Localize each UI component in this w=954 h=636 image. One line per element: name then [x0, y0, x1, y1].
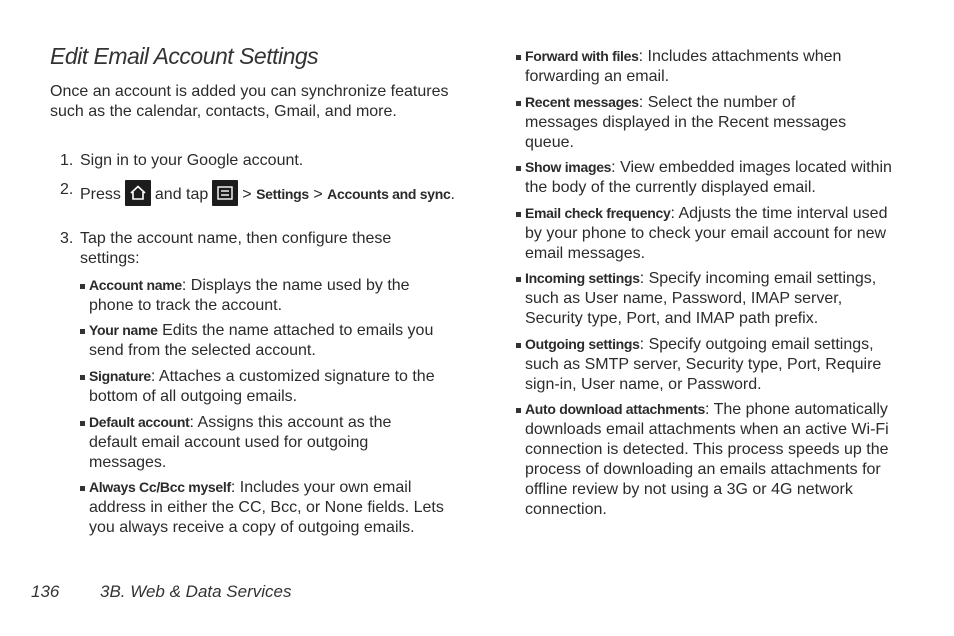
settings-menu-label: Settings	[256, 186, 309, 202]
bullet-term: Signature	[89, 368, 151, 384]
bullet-desc: Assigns this account as the default email account used for outgoing messages.	[89, 414, 392, 471]
menu-icon	[212, 180, 238, 206]
bullet-term: Recent messages	[525, 94, 639, 110]
bullet-marker	[80, 375, 85, 380]
step-text	[80, 180, 460, 206]
bullet-sep: :	[611, 159, 621, 176]
bullet-term: Account name	[89, 277, 182, 293]
bullet-term: Auto download attachments	[525, 401, 705, 417]
bullet-marker	[516, 277, 521, 282]
bullet-sep: :	[181, 277, 191, 294]
bullet-sep: :	[639, 336, 649, 353]
press-label: Press	[80, 186, 121, 203]
bullet-desc: Attaches a customized signature to the bottom of all outgoing emails.	[89, 368, 435, 405]
bullet-sep: :	[670, 205, 679, 222]
home-icon	[125, 180, 151, 206]
bullet-marker	[80, 421, 85, 426]
period: .	[450, 186, 455, 203]
bullet-term: Show images	[525, 159, 612, 175]
bullet-desc: Select the number of messages displayed in the Recent messages queue.	[525, 94, 847, 151]
bullet-desc: Adjusts the time interval used by your phone to check your email account for new email messages.	[525, 205, 888, 262]
bullet-sep: :	[150, 368, 159, 385]
bullet-term: Your name	[89, 322, 158, 338]
bullet-marker	[516, 166, 521, 171]
chevron-right-icon: >	[242, 186, 252, 203]
bullet-marker	[516, 212, 521, 217]
bullet-marker	[516, 343, 521, 348]
bullet-marker	[80, 486, 85, 491]
bullet-sep: :	[639, 270, 649, 287]
bullet-sep: :	[189, 414, 198, 431]
bullet-term: Outgoing settings	[525, 336, 640, 352]
bullet-sep: :	[638, 94, 648, 111]
chevron-right-icon: >	[313, 186, 323, 203]
accounts-menu-label: Accounts and sync	[327, 186, 451, 202]
bullet-marker	[80, 329, 85, 334]
bullet-desc: View embedded images located within the body of the currently displayed email.	[525, 159, 892, 196]
step-text: Sign in to your Google account.	[80, 152, 304, 169]
bullet-desc: Edits the name attached to emails you send from the selected account.	[89, 322, 434, 359]
bullet-marker	[80, 284, 85, 289]
bullet-marker	[516, 55, 521, 60]
bullet-term: Email check frequency	[525, 205, 671, 221]
section-title: 3B. Web & Data Services	[100, 582, 292, 601]
bullet-desc: Specify incoming email settings, such as User name, Password, IMAP server, Security type, Port, and IMAP path prefix.	[525, 270, 877, 327]
bullet-term: Default account	[89, 414, 190, 430]
page-title: Edit Email Account Settings	[50, 43, 319, 69]
bullet-sep: :	[704, 401, 714, 418]
step-number: 3.	[60, 230, 74, 247]
bullet-marker	[516, 408, 521, 413]
step-number: 1.	[60, 152, 74, 169]
bullet-marker	[516, 101, 521, 106]
bullet-term: Always Cc/Bcc myself	[89, 479, 231, 495]
bullet-term: Forward with files	[525, 48, 639, 64]
intro-paragraph: Once an account is added you can synchronize features such as the calendar, contacts, Gmail, and more.	[50, 83, 449, 120]
step-number: 2.	[60, 181, 74, 198]
bullet-desc: Specify outgoing email settings, such as SMTP server, Security type, Port, Require sign-in, User name, or Password.	[525, 336, 882, 393]
bullet-desc: Includes attachments when forwarding an email.	[525, 48, 842, 85]
bullet-term: Incoming settings	[525, 270, 640, 286]
bullet-desc: Displays the name used by the phone to track the account.	[89, 277, 410, 314]
and-tap-label: and tap	[154, 186, 209, 203]
page-number: 136	[31, 582, 60, 601]
step-text: Tap the account name, then configure these settings:	[80, 230, 392, 267]
bullet-sep: :	[638, 48, 648, 65]
bullet-desc: Includes your own email address in either the CC, Bcc, or None fields. Lets you always receive a copy of outgoing emails.	[89, 479, 444, 536]
bullet-sep: :	[230, 479, 240, 496]
bullet-desc: The phone automatically downloads email attachments when an active Wi-Fi connection is detected. This process speeds up the process of downloading an emails attachments for offline review by not using a 3G or 4G network connection.	[525, 401, 889, 518]
